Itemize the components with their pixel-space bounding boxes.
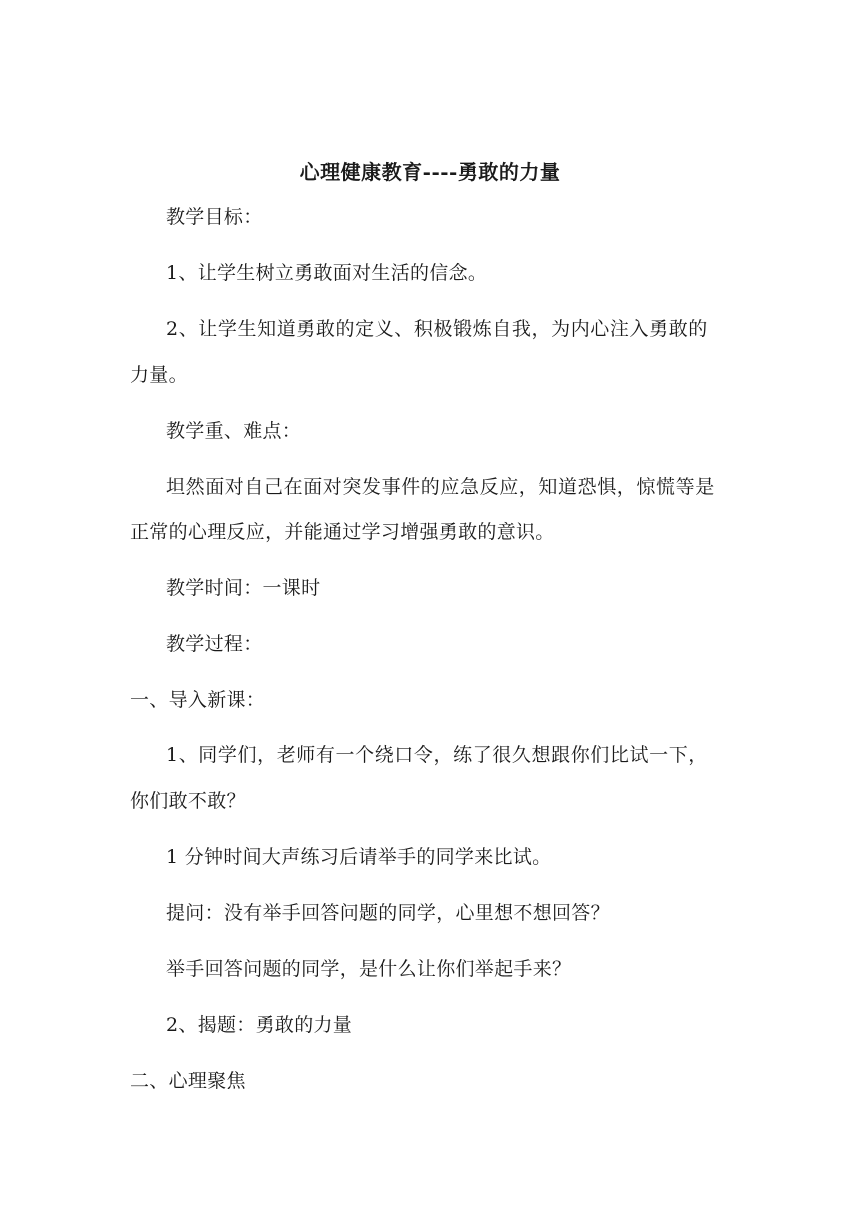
step-2-text: 2、揭题：勇敢的力量: [166, 1014, 353, 1036]
question-1: 提问：没有举手回答问题的同学，心里想不想回答？: [166, 902, 610, 924]
question-2: 举手回答问题的同学，是什么让你们举起手来？: [166, 958, 572, 980]
step-1-text-continued: 你们敢不敢？: [130, 790, 246, 812]
practice-instruction: 1 分钟时间大声练习后请举手的同学来比试。: [166, 846, 552, 868]
part-2-heading: 二、心理聚焦: [130, 1070, 246, 1092]
key-points-text-continued: 正常的心理反应，并能通过学习增强勇敢的意识。: [130, 521, 555, 543]
key-points-text: 坦然面对自己在面对突发事件的应急反应，知道恐惧，惊慌等是: [166, 476, 715, 498]
section-heading-key-points: 教学重、难点：: [166, 420, 302, 442]
step-1-text: 1、同学们，老师有一个绕口令，练了很久想跟你们比试一下，: [166, 744, 708, 766]
document-title: 心理健康教育----勇敢的力量: [299, 160, 561, 184]
part-1-heading: 一、导入新课：: [130, 689, 266, 711]
objective-1: 1、让学生树立勇敢面对生活的信念。: [166, 262, 488, 284]
section-heading-objectives: 教学目标：: [166, 206, 263, 228]
teaching-time: 教学时间：一课时: [166, 577, 321, 599]
section-heading-process: 教学过程：: [166, 633, 263, 655]
objective-2-continued: 力量。: [130, 364, 188, 386]
objective-2: 2、让学生知道勇敢的定义、积极锻炼自我，为内心注入勇敢的: [166, 318, 708, 340]
